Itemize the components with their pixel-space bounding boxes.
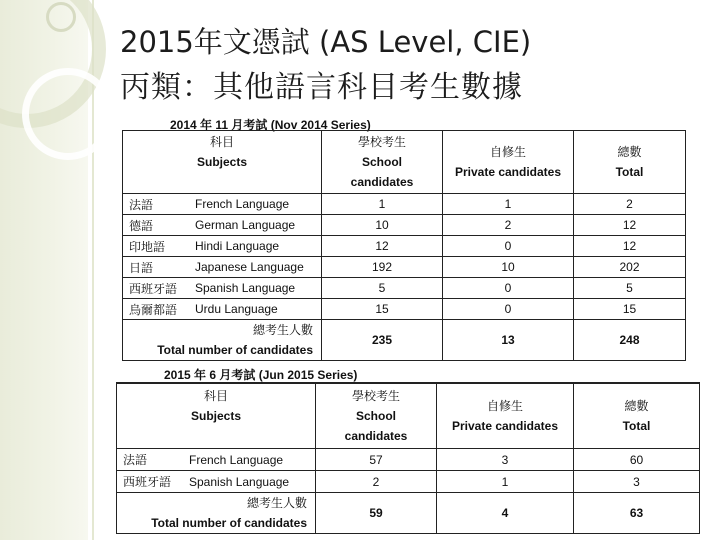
subject-zh: 法語	[117, 449, 190, 471]
subject-zh: 德語	[123, 215, 196, 236]
decorative-ring-icon	[46, 2, 76, 32]
header-private-en: Private candidates	[454, 165, 562, 179]
subject-en: French Language	[195, 194, 322, 215]
total-label-zh: 總考生人數	[252, 323, 313, 337]
candidates-table-2014	[122, 130, 686, 361]
header-subject-zh: 科目	[203, 389, 228, 403]
total-label	[117, 493, 316, 534]
school-count: 15	[322, 299, 443, 320]
subject-zh: 西班牙語	[123, 278, 196, 299]
subject-en: Urdu Language	[195, 299, 322, 320]
school-count: 12	[322, 236, 443, 257]
total-school-count: 235	[322, 320, 443, 361]
private-count: 2	[443, 215, 574, 236]
school-count: 57	[316, 449, 437, 471]
header-subjects	[117, 383, 316, 449]
subject-en: French Language	[189, 449, 316, 471]
header-school-en: School	[355, 409, 396, 423]
decorative-ring-icon	[22, 68, 114, 160]
table-caption-2015: 2015 年 6 月考試 (Jun 2015 Series)	[164, 368, 358, 382]
total-total-count: 63	[574, 493, 700, 534]
header-school	[316, 383, 437, 449]
school-count: 10	[322, 215, 443, 236]
header-total-en: Total	[615, 165, 644, 179]
subject-zh: 日語	[123, 257, 196, 278]
total-label-zh: 總考生人數	[246, 496, 307, 510]
total-count: 3	[574, 471, 700, 493]
total-count: 5	[574, 278, 686, 299]
total-count: 15	[574, 299, 686, 320]
subject-en: Spanish Language	[189, 471, 316, 493]
private-count: 1	[437, 471, 574, 493]
table-row	[123, 299, 686, 320]
header-private	[437, 383, 574, 449]
header-school-zh: 學校考生	[357, 135, 406, 149]
table-row	[123, 257, 686, 278]
private-count: 3	[437, 449, 574, 471]
school-count: 1	[322, 194, 443, 215]
private-count: 0	[443, 236, 574, 257]
table-row	[123, 236, 686, 257]
total-count: 202	[574, 257, 686, 278]
table-header-row	[123, 131, 686, 194]
total-count: 12	[574, 236, 686, 257]
table-total-row	[117, 493, 700, 534]
table-row	[123, 278, 686, 299]
total-label-en: Total number of candidates	[151, 516, 307, 530]
header-subject-zh: 科目	[209, 135, 234, 149]
slide-title: 2015年文憑試 (AS Level, CIE)	[120, 25, 532, 59]
table-row	[123, 194, 686, 215]
subject-zh: 西班牙語	[117, 471, 190, 493]
private-count: 0	[443, 299, 574, 320]
header-total	[574, 383, 700, 449]
subject-zh: 烏爾都語	[123, 299, 196, 320]
total-private-count: 4	[437, 493, 574, 534]
header-subject-en: Subjects	[190, 409, 241, 423]
header-total-zh: 總數	[624, 399, 649, 413]
header-total-zh: 總數	[617, 145, 642, 159]
candidates-table-2015	[116, 382, 700, 534]
table-total-row	[123, 320, 686, 361]
header-private-zh: 自修生	[486, 399, 523, 413]
subject-en: German Language	[195, 215, 322, 236]
header-school-en: School	[361, 155, 402, 169]
header-school-zh: 學校考生	[351, 389, 400, 403]
total-total-count: 248	[574, 320, 686, 361]
private-count: 0	[443, 278, 574, 299]
school-count: 192	[322, 257, 443, 278]
header-school-en2: candidates	[350, 175, 414, 189]
subject-en: Japanese Language	[195, 257, 322, 278]
subject-zh: 法語	[123, 194, 196, 215]
table-row	[117, 449, 700, 471]
table-header-row	[117, 383, 700, 449]
subject-en: Hindi Language	[195, 236, 322, 257]
header-total	[574, 131, 686, 194]
header-private-en: Private candidates	[451, 419, 559, 433]
header-total-en: Total	[622, 419, 651, 433]
header-school	[322, 131, 443, 194]
total-count: 2	[574, 194, 686, 215]
subject-zh: 印地語	[123, 236, 196, 257]
table-row	[123, 215, 686, 236]
total-count: 60	[574, 449, 700, 471]
slide-subtitle: 丙類：其他語言科目考生數據	[120, 70, 523, 105]
header-school-en2: candidates	[344, 429, 408, 443]
total-private-count: 13	[443, 320, 574, 361]
header-subjects	[123, 131, 322, 194]
total-school-count: 59	[316, 493, 437, 534]
total-count: 12	[574, 215, 686, 236]
subject-en: Spanish Language	[195, 278, 322, 299]
header-private	[443, 131, 574, 194]
total-label	[123, 320, 322, 361]
total-label-en: Total number of candidates	[157, 343, 313, 357]
private-count: 10	[443, 257, 574, 278]
school-count: 2	[316, 471, 437, 493]
private-count: 1	[443, 194, 574, 215]
table-row	[117, 471, 700, 493]
table-caption-2014: 2014 年 11 月考試 (Nov 2014 Series)	[170, 118, 371, 132]
school-count: 5	[322, 278, 443, 299]
header-subject-en: Subjects	[196, 155, 247, 169]
header-private-zh: 自修生	[489, 145, 526, 159]
